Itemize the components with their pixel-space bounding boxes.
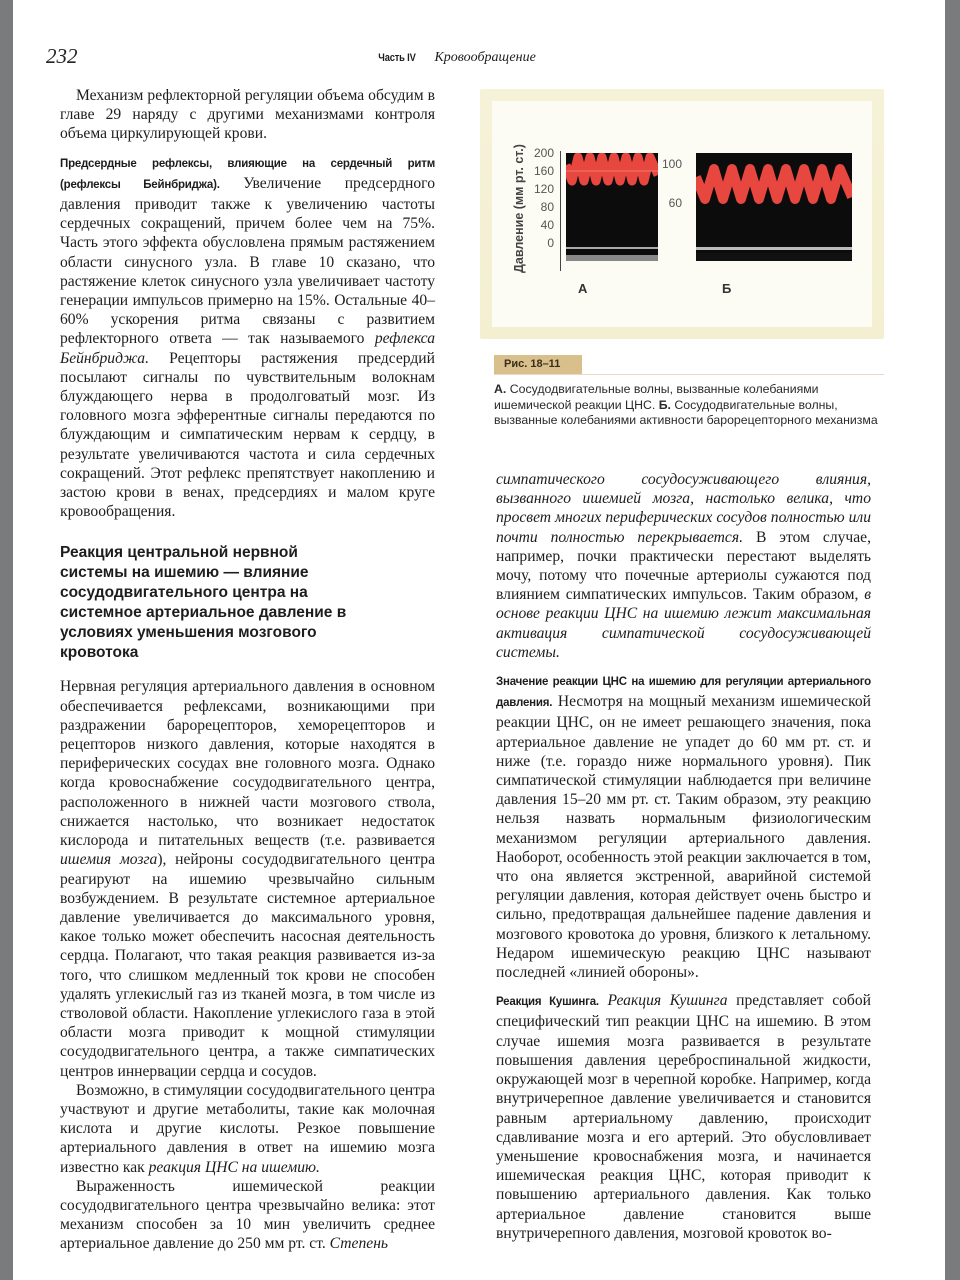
figure-panel [492, 101, 872, 327]
figure-divider [494, 374, 884, 375]
tick-label: 120 [533, 182, 554, 196]
paragraph: Нервная регуляция артериального давления в основном обеспечивается рефлексами, возникающими при раздражении барорецепторов, хеморецепторов и рецепторов низкого давления, которые находятся в периферических сосудах вне головного мозга. Однако когда кровоснабжение сосудодвигательного центра, расположенного в нижней части мозгового ствола, снижается настолько, что возникает недостаток кислорода и питательных веществ (т.е. развивается ишемия мозга), нейроны сосудодвигательного центра реагируют на ишемию чрезвычайно сильным возбуждением. В результате системное артериальное давление увеличивается до максимального уровня, какое только может обеспечить насосная деятельность сердца. Полагают, что такая реакция развивается из-за того, что слишком медленный ток крови не способен удалять углекислый газ из тканей мозга, в том числе из стволовой области. Накопление углекислого газа в этой области мозга приводит к мощной стимуляции сосудодвигательного центра, а также симпатических центров иннервации сердца и сосудов. [60, 678, 435, 1080]
emphasis: рефлекса Бейнбриджа. [60, 330, 435, 367]
paragraph: Возможно, в стимуляции сосудодвигательного центра участвуют и другие метаболиты, такие как молочная кислота и другие кислоты. Резкое повышение артериального давления в ответ на ишемию мозга известно как реакция ЦНС на ишемию. [60, 1081, 435, 1176]
emphasis: Реакция Кушинга [598, 992, 728, 1010]
tick-label: 200 [533, 146, 554, 160]
figure-caption: А. Сосудодвигательные волны, вызванные колебаниями ишемической реакции ЦНС. Б. Сосудодвигательные волны, вызванные колебаниями активности барорецепторного механизма [494, 382, 878, 427]
tick-label: 160 [533, 164, 554, 178]
pressure-trace-a [566, 153, 658, 261]
paragraph: Выраженность ишемической реакции сосудодвигательного центра чрезвычайно велика: этот механизм способен за 10 мин увеличить среднее артериальное давление до 250 мм рт. ст. Степень [60, 1177, 435, 1253]
paragraph-cushing: Реакция Кушинга. Реакция Кушинга представляет собой специфический тип реакции ЦНС на ишемию. В этом случае ишемия мозга развивается в результате повышения давления цереброспинальной жидкости, окружающей мозг в черепной коробке. Например, когда внутричерепное давление увеличивается и становится равным артериальному давлению, происходит сдавливание мозга и его артерий. Это обусловливает уменьшение кровоснабжения мозга, и начинается ишемическая реакция ЦНС, которая приводит к повышению артериального давления. Как только артериальное давление становится выше внутричерепного давления, мозговой кровоток во- [496, 992, 872, 1242]
page-number: 232 [46, 44, 78, 68]
figure-18-11 [480, 89, 884, 339]
right-column [496, 470, 871, 1243]
paragraph: симпатического сосудосуживающего влияния, вызванного ишемией мозга, настолько велика, что просвет многих периферических сосудов полностью или почти полностью перекрывается. В этом случае, например, почки практически перестают выделять мочу, потому что почечные артериолы сужаются под влиянием симпатических импульсов. Таким образом, в основе реакции ЦНС на ишемию лежит максимальная активация симпатической сосудосуживающей системы. [496, 471, 871, 661]
panel-label-a: А [578, 281, 588, 296]
emphasis: реакция ЦНС на ишемию. [148, 1158, 320, 1176]
emphasis: симпатического сосудосуживающего влияния, вызванного ишемией мозга, настолько велика, что просвет многих периферических сосудов полностью или почти полностью перекрывается. [496, 471, 871, 546]
tick-label: 60 [668, 196, 682, 210]
part-label: Часть IV [378, 52, 416, 64]
emphasis: ишемия мозга [60, 851, 158, 869]
paragraph-significance: Значение реакции ЦНС на ишемию для регуляции артериального давления. Несмотря на мощный механизм ишемической реакции ЦНС, он не имеет решающего значения, пока артериальное давление не упадет до 60 мм рт. ст. и ниже (т.е. гораздо ниже нормального уровня). Пик симпатической стимуляции наблюдается при величине давления 15–20 мм рт. ст. Таким образом, эту реакцию нельзя назвать нормальным физиологическим механизмом регуляции артериального давления. Наоборот, особенность этой реакции заключается в том, что она является экстренной, аварийной системой регуляции давления, которая действует очень быстро и сильно, предотвращая дальнейшее падение давления и мозгового кровотока до уровня, близкого к летальному. Недаром ишемическую реакцию ЦНС называют последней «линией обороны». [496, 676, 871, 982]
emphasis: в основе реакции ЦНС на ишемию лежит максимальная активация симпатической сосудосуживающей системы. [496, 586, 871, 661]
chapter-title: Кровообращение [434, 50, 536, 65]
plot-b [696, 153, 852, 261]
tick-label: 80 [540, 200, 554, 214]
emphasis: Степень [329, 1235, 389, 1253]
runin-heading: Значение реакции ЦНС на ишемию для регуляции артериального давления. [496, 676, 871, 710]
y-axis-a [560, 151, 561, 271]
tick-label: 0 [547, 236, 554, 250]
paragraph-bainbridge: Предсердные рефлексы, влияющие на сердечный ритм (рефлексы Бейнбриджа). Увеличение предсердного давления приводит также к увеличению частоты сердечных сокращений, причем более чем на 75%. Часть этого эффекта обусловлена прямым растяжением области синусного узла. В главе 10 сказано, что растяжение клеток синусного узла увеличивает частоту генерации импульсов примерно на 15%. Остальные 40–60% ускорения ритма связаны с развитием рефлекторного ответа — так называемого рефлекса Бейнбриджа. Рецепторы растяжения предсердий посылают сигналы по чувствительным волокнам блуждающего нерва в продолговатый мозг. Из головного мозга эфферентные сигналы передаются по блуждающим и симпатическим нервам к сердцу, в результате увеличиваются частота и сила сердечных сокращений. Этот рефлекс препятствует накоплению и застою крови в венах, предсердиях и малом круге кровообращения. [60, 157, 435, 521]
tick-label: 40 [540, 218, 554, 232]
figure-tag: Рис. 18–11 [494, 355, 582, 374]
panel-label-b: Б [722, 281, 732, 296]
left-column [60, 86, 435, 1254]
section-heading: Реакция центральной нервной системы на ишемию — влияние сосудодвигательного центра на системное артериальное давление в условиях уменьшения мозгового кровотока [60, 544, 347, 662]
tick-label: 100 [661, 157, 682, 171]
runin-heading: Реакция Кушинга. [496, 996, 599, 1009]
y-axis-label: Давление (мм рт. ст.) [512, 144, 526, 273]
plot-a [566, 153, 658, 261]
running-head [375, 50, 536, 66]
pressure-trace-b [696, 153, 852, 261]
paragraph: Механизм рефлекторной регуляции объема обсудим в главе 29 наряду с другими механизмами контроля объема циркулирующей крови. [60, 87, 435, 143]
runin-heading: Предсердные рефлексы, влияющие на сердечный ритм (рефлексы Бейнбриджа). [60, 157, 435, 191]
